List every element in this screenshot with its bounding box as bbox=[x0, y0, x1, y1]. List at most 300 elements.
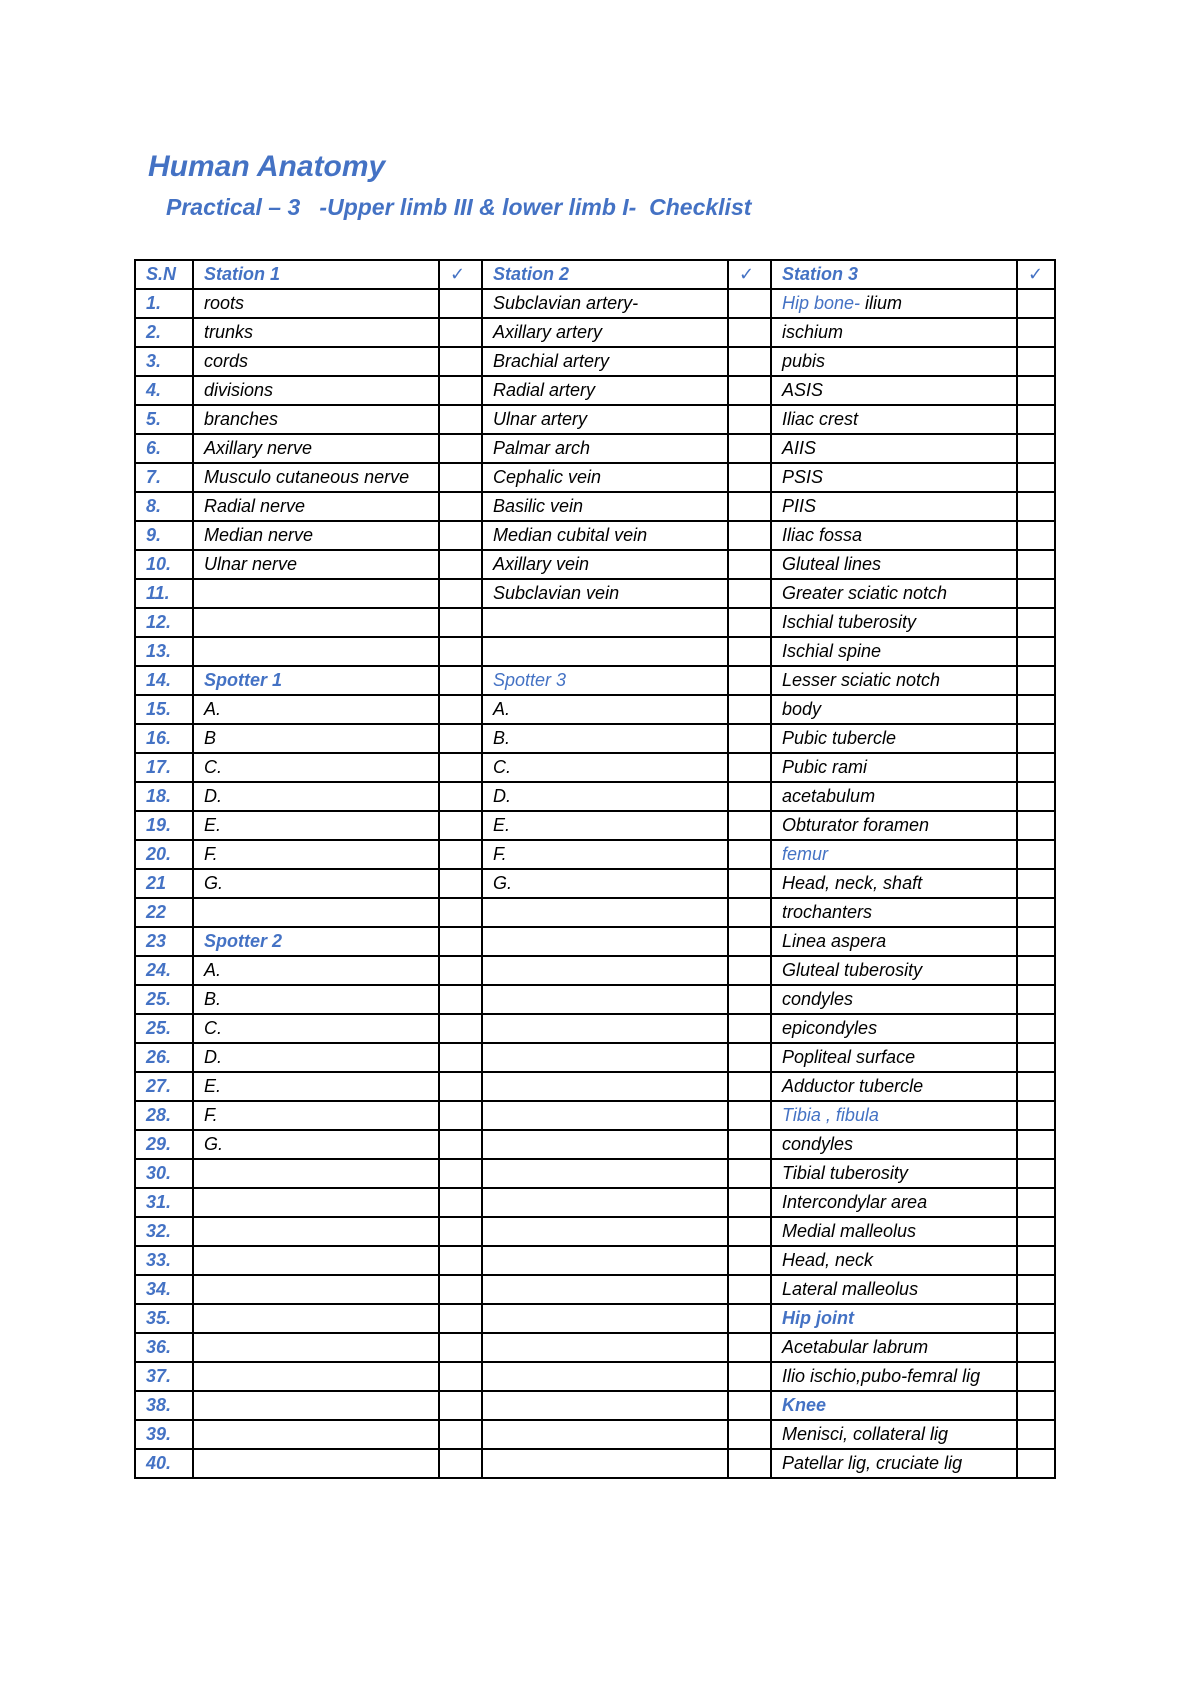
table-row bbox=[135, 956, 1055, 985]
station-1-item: B bbox=[193, 724, 439, 753]
check-box-station-3 bbox=[1017, 347, 1055, 376]
table-row bbox=[135, 1362, 1055, 1391]
station-2-item bbox=[482, 1275, 728, 1304]
station-2-item bbox=[482, 1420, 728, 1449]
station-2-item: Subclavian artery- bbox=[482, 289, 728, 318]
row-number: 1. bbox=[135, 289, 193, 318]
station-3-item: Head, neck bbox=[771, 1246, 1017, 1275]
row-number: 16. bbox=[135, 724, 193, 753]
station-1-item bbox=[193, 1217, 439, 1246]
check-box-station-3 bbox=[1017, 753, 1055, 782]
check-box-station-1 bbox=[439, 898, 482, 927]
check-mark-icon: ✓ bbox=[1028, 264, 1044, 284]
station-3-item: Ilio ischio,pubo-femral lig bbox=[771, 1362, 1017, 1391]
check-mark-icon: ✓ bbox=[739, 264, 755, 284]
station-2-item bbox=[482, 956, 728, 985]
station-2-item bbox=[482, 1304, 728, 1333]
station-3-item: PSIS bbox=[771, 463, 1017, 492]
check-box-station-2 bbox=[728, 956, 771, 985]
station-2-item bbox=[482, 1043, 728, 1072]
check-box-station-1 bbox=[439, 1304, 482, 1333]
table-row bbox=[135, 550, 1055, 579]
row-number: 31. bbox=[135, 1188, 193, 1217]
station-1-item bbox=[193, 579, 439, 608]
row-number: 24. bbox=[135, 956, 193, 985]
station-3-item: Pubic rami bbox=[771, 753, 1017, 782]
check-box-station-3 bbox=[1017, 1072, 1055, 1101]
check-box-station-3 bbox=[1017, 1014, 1055, 1043]
header-station-1: Station 1 bbox=[193, 260, 439, 289]
row-number: 19. bbox=[135, 811, 193, 840]
station-2-item: F. bbox=[482, 840, 728, 869]
row-number: 34. bbox=[135, 1275, 193, 1304]
station-1-item bbox=[193, 1391, 439, 1420]
station-1-item: C. bbox=[193, 1014, 439, 1043]
table-row bbox=[135, 1101, 1055, 1130]
check-box-station-3 bbox=[1017, 405, 1055, 434]
document-title: Human Anatomy bbox=[148, 150, 386, 183]
station-3-item: trochanters bbox=[771, 898, 1017, 927]
table-header-row bbox=[135, 260, 1055, 289]
check-box-station-1 bbox=[439, 782, 482, 811]
check-box-station-1 bbox=[439, 405, 482, 434]
check-box-station-1 bbox=[439, 434, 482, 463]
station-3-item: Tibial tuberosity bbox=[771, 1159, 1017, 1188]
station-2-item bbox=[482, 637, 728, 666]
table-row bbox=[135, 1188, 1055, 1217]
station-2-item: Ulnar artery bbox=[482, 405, 728, 434]
station-1-item: F. bbox=[193, 1101, 439, 1130]
row-number: 30. bbox=[135, 1159, 193, 1188]
check-box-station-2 bbox=[728, 1101, 771, 1130]
check-box-station-2 bbox=[728, 782, 771, 811]
station-1-item bbox=[193, 1159, 439, 1188]
row-number: 37. bbox=[135, 1362, 193, 1391]
station-2-item bbox=[482, 1159, 728, 1188]
station-3-item: Linea aspera bbox=[771, 927, 1017, 956]
station-1-item bbox=[193, 1362, 439, 1391]
station-3-item: Greater sciatic notch bbox=[771, 579, 1017, 608]
row-number: 7. bbox=[135, 463, 193, 492]
check-box-station-3 bbox=[1017, 666, 1055, 695]
check-box-station-1 bbox=[439, 463, 482, 492]
row-number: 3. bbox=[135, 347, 193, 376]
table-row bbox=[135, 1014, 1055, 1043]
row-number: 9. bbox=[135, 521, 193, 550]
header-station-2: Station 2 bbox=[482, 260, 728, 289]
station-1-item: trunks bbox=[193, 318, 439, 347]
check-box-station-2 bbox=[728, 318, 771, 347]
check-box-station-2 bbox=[728, 637, 771, 666]
row-number: 25. bbox=[135, 985, 193, 1014]
checklist-table bbox=[134, 259, 1056, 1479]
station-2-item bbox=[482, 608, 728, 637]
table-row bbox=[135, 782, 1055, 811]
station-1-item: E. bbox=[193, 811, 439, 840]
row-number: 2. bbox=[135, 318, 193, 347]
table-row bbox=[135, 927, 1055, 956]
row-number: 39. bbox=[135, 1420, 193, 1449]
station-3-item: epicondyles bbox=[771, 1014, 1017, 1043]
table-row bbox=[135, 1391, 1055, 1420]
check-box-station-3 bbox=[1017, 376, 1055, 405]
header-sn: S.N bbox=[135, 260, 193, 289]
check-box-station-2 bbox=[728, 579, 771, 608]
check-box-station-1 bbox=[439, 608, 482, 637]
row-number: 14. bbox=[135, 666, 193, 695]
check-box-station-2 bbox=[728, 1043, 771, 1072]
check-box-station-1 bbox=[439, 1188, 482, 1217]
row-number: 20. bbox=[135, 840, 193, 869]
check-box-station-3 bbox=[1017, 1130, 1055, 1159]
check-box-station-2 bbox=[728, 1391, 771, 1420]
station-3-item: Head, neck, shaft bbox=[771, 869, 1017, 898]
station-3-item: Popliteal surface bbox=[771, 1043, 1017, 1072]
row-number: 25. bbox=[135, 1014, 193, 1043]
table-row bbox=[135, 666, 1055, 695]
station-3-item: Pubic tubercle bbox=[771, 724, 1017, 753]
check-box-station-3 bbox=[1017, 985, 1055, 1014]
station-2-item: A. bbox=[482, 695, 728, 724]
check-box-station-2 bbox=[728, 1130, 771, 1159]
table-row bbox=[135, 1449, 1055, 1478]
station-1-item bbox=[193, 1304, 439, 1333]
table-row bbox=[135, 1043, 1055, 1072]
station-2-item: Axillary vein bbox=[482, 550, 728, 579]
station-1-item bbox=[193, 1449, 439, 1478]
station-1-item bbox=[193, 1275, 439, 1304]
check-box-station-2 bbox=[728, 1333, 771, 1362]
station-2-item: Palmar arch bbox=[482, 434, 728, 463]
check-box-station-1 bbox=[439, 1043, 482, 1072]
check-box-station-1 bbox=[439, 521, 482, 550]
check-box-station-2 bbox=[728, 1246, 771, 1275]
station-2-item: Spotter 3 bbox=[482, 666, 728, 695]
row-number: 26. bbox=[135, 1043, 193, 1072]
row-number: 10. bbox=[135, 550, 193, 579]
check-box-station-3 bbox=[1017, 1362, 1055, 1391]
row-number: 35. bbox=[135, 1304, 193, 1333]
check-box-station-1 bbox=[439, 1362, 482, 1391]
station-1-item: A. bbox=[193, 956, 439, 985]
check-box-station-2 bbox=[728, 898, 771, 927]
row-number: 28. bbox=[135, 1101, 193, 1130]
row-number: 23 bbox=[135, 927, 193, 956]
station-2-item: Axillary artery bbox=[482, 318, 728, 347]
check-box-station-3 bbox=[1017, 1043, 1055, 1072]
check-box-station-2 bbox=[728, 1217, 771, 1246]
table-row bbox=[135, 347, 1055, 376]
check-box-station-3 bbox=[1017, 782, 1055, 811]
station-3-item: Lateral malleolus bbox=[771, 1275, 1017, 1304]
row-number: 40. bbox=[135, 1449, 193, 1478]
check-box-station-1 bbox=[439, 347, 482, 376]
station-3-item: AIIS bbox=[771, 434, 1017, 463]
check-box-station-1 bbox=[439, 1246, 482, 1275]
check-box-station-1 bbox=[439, 695, 482, 724]
check-box-station-1 bbox=[439, 1072, 482, 1101]
check-box-station-3 bbox=[1017, 579, 1055, 608]
station-2-item: G. bbox=[482, 869, 728, 898]
station-1-item bbox=[193, 898, 439, 927]
station-3-item: ASIS bbox=[771, 376, 1017, 405]
table-row bbox=[135, 898, 1055, 927]
station-3-item: Medial malleolus bbox=[771, 1217, 1017, 1246]
station-1-item bbox=[193, 1420, 439, 1449]
station-3-item: condyles bbox=[771, 985, 1017, 1014]
station-1-item: D. bbox=[193, 782, 439, 811]
table-row bbox=[135, 1130, 1055, 1159]
check-box-station-1 bbox=[439, 724, 482, 753]
station-2-item bbox=[482, 1188, 728, 1217]
station-1-item: C. bbox=[193, 753, 439, 782]
table-row bbox=[135, 1420, 1055, 1449]
check-box-station-3 bbox=[1017, 1246, 1055, 1275]
check-mark-icon: ✓ bbox=[450, 264, 466, 284]
check-box-station-3 bbox=[1017, 463, 1055, 492]
station-1-item: A. bbox=[193, 695, 439, 724]
check-box-station-3 bbox=[1017, 695, 1055, 724]
check-box-station-3 bbox=[1017, 927, 1055, 956]
check-box-station-2 bbox=[728, 608, 771, 637]
row-number: 17. bbox=[135, 753, 193, 782]
station-1-item: branches bbox=[193, 405, 439, 434]
check-box-station-3 bbox=[1017, 550, 1055, 579]
check-box-station-3 bbox=[1017, 1217, 1055, 1246]
station-2-item: Basilic vein bbox=[482, 492, 728, 521]
station-1-item: F. bbox=[193, 840, 439, 869]
check-box-station-2 bbox=[728, 869, 771, 898]
check-box-station-3 bbox=[1017, 318, 1055, 347]
check-box-station-1 bbox=[439, 550, 482, 579]
row-number: 6. bbox=[135, 434, 193, 463]
check-box-station-2 bbox=[728, 1362, 771, 1391]
station-2-item bbox=[482, 985, 728, 1014]
check-box-station-2 bbox=[728, 492, 771, 521]
check-box-station-1 bbox=[439, 1159, 482, 1188]
station-1-item: Spotter 2 bbox=[193, 927, 439, 956]
check-box-station-2 bbox=[728, 1188, 771, 1217]
check-box-station-3 bbox=[1017, 492, 1055, 521]
check-box-station-2 bbox=[728, 289, 771, 318]
station-3-item: Iliac fossa bbox=[771, 521, 1017, 550]
station-1-item: Axillary nerve bbox=[193, 434, 439, 463]
check-box-station-2 bbox=[728, 405, 771, 434]
station-1-item: Spotter 1 bbox=[193, 666, 439, 695]
row-number: 22 bbox=[135, 898, 193, 927]
row-number: 29. bbox=[135, 1130, 193, 1159]
header-check-1 bbox=[439, 260, 482, 289]
check-box-station-3 bbox=[1017, 811, 1055, 840]
check-box-station-1 bbox=[439, 927, 482, 956]
station-2-item bbox=[482, 1130, 728, 1159]
check-box-station-3 bbox=[1017, 840, 1055, 869]
check-box-station-1 bbox=[439, 811, 482, 840]
check-box-station-3 bbox=[1017, 898, 1055, 927]
check-box-station-3 bbox=[1017, 608, 1055, 637]
check-box-station-2 bbox=[728, 1449, 771, 1478]
station-2-item bbox=[482, 1333, 728, 1362]
row-number: 27. bbox=[135, 1072, 193, 1101]
table-row bbox=[135, 521, 1055, 550]
station-2-item: E. bbox=[482, 811, 728, 840]
check-box-station-1 bbox=[439, 840, 482, 869]
check-box-station-2 bbox=[728, 753, 771, 782]
check-box-station-2 bbox=[728, 521, 771, 550]
table-row bbox=[135, 376, 1055, 405]
check-box-station-1 bbox=[439, 1391, 482, 1420]
station-1-item: D. bbox=[193, 1043, 439, 1072]
station-2-item bbox=[482, 1391, 728, 1420]
check-box-station-3 bbox=[1017, 1391, 1055, 1420]
station-3-item: PIIS bbox=[771, 492, 1017, 521]
check-box-station-1 bbox=[439, 289, 482, 318]
row-number: 33. bbox=[135, 1246, 193, 1275]
check-box-station-1 bbox=[439, 376, 482, 405]
station-3-item: Obturator foramen bbox=[771, 811, 1017, 840]
table-row bbox=[135, 579, 1055, 608]
station-3-item: Gluteal lines bbox=[771, 550, 1017, 579]
header-check-2 bbox=[728, 260, 771, 289]
check-box-station-1 bbox=[439, 318, 482, 347]
table-row bbox=[135, 1159, 1055, 1188]
check-box-station-2 bbox=[728, 1072, 771, 1101]
table-row bbox=[135, 1275, 1055, 1304]
check-box-station-2 bbox=[728, 985, 771, 1014]
table-row bbox=[135, 724, 1055, 753]
check-box-station-2 bbox=[728, 927, 771, 956]
station-3-item: Lesser sciatic notch bbox=[771, 666, 1017, 695]
check-box-station-3 bbox=[1017, 434, 1055, 463]
station-3-item: Menisci, collateral lig bbox=[771, 1420, 1017, 1449]
station-3-item: Ischial spine bbox=[771, 637, 1017, 666]
check-box-station-2 bbox=[728, 1304, 771, 1333]
table-row bbox=[135, 637, 1055, 666]
table-row bbox=[135, 753, 1055, 782]
row-number: 4. bbox=[135, 376, 193, 405]
row-number: 13. bbox=[135, 637, 193, 666]
check-box-station-3 bbox=[1017, 869, 1055, 898]
check-box-station-2 bbox=[728, 840, 771, 869]
station-3-item: Adductor tubercle bbox=[771, 1072, 1017, 1101]
check-box-station-2 bbox=[728, 434, 771, 463]
header-check-3 bbox=[1017, 260, 1055, 289]
station-2-item: D. bbox=[482, 782, 728, 811]
table-row bbox=[135, 840, 1055, 869]
row-number: 5. bbox=[135, 405, 193, 434]
station-1-item bbox=[193, 637, 439, 666]
row-number: 32. bbox=[135, 1217, 193, 1246]
station-2-item bbox=[482, 1362, 728, 1391]
document-subtitle: Practical – 3 -Upper limb III & lower limb I- Checklist bbox=[166, 194, 752, 220]
row-number: 12. bbox=[135, 608, 193, 637]
station-2-item bbox=[482, 1449, 728, 1478]
check-box-station-1 bbox=[439, 1014, 482, 1043]
table-row bbox=[135, 289, 1055, 318]
row-number: 36. bbox=[135, 1333, 193, 1362]
table-row bbox=[135, 695, 1055, 724]
row-number: 11. bbox=[135, 579, 193, 608]
header-station-3: Station 3 bbox=[771, 260, 1017, 289]
row-number: 21 bbox=[135, 869, 193, 898]
table-row bbox=[135, 1217, 1055, 1246]
station-3-item: Tibia , fibula bbox=[771, 1101, 1017, 1130]
station-1-item: roots bbox=[193, 289, 439, 318]
station-2-item: Median cubital vein bbox=[482, 521, 728, 550]
table-row bbox=[135, 1246, 1055, 1275]
check-box-station-3 bbox=[1017, 637, 1055, 666]
station-3-item: Patellar lig, cruciate lig bbox=[771, 1449, 1017, 1478]
check-box-station-3 bbox=[1017, 724, 1055, 753]
check-box-station-2 bbox=[728, 1014, 771, 1043]
station-1-item: B. bbox=[193, 985, 439, 1014]
station-2-item: B. bbox=[482, 724, 728, 753]
check-box-station-1 bbox=[439, 666, 482, 695]
station-1-item: divisions bbox=[193, 376, 439, 405]
check-box-station-1 bbox=[439, 637, 482, 666]
station-3-item: Acetabular labrum bbox=[771, 1333, 1017, 1362]
check-box-station-2 bbox=[728, 811, 771, 840]
station-2-item bbox=[482, 927, 728, 956]
check-box-station-3 bbox=[1017, 956, 1055, 985]
table-row bbox=[135, 463, 1055, 492]
check-box-station-1 bbox=[439, 1449, 482, 1478]
station-1-item: G. bbox=[193, 1130, 439, 1159]
table-row bbox=[135, 608, 1055, 637]
table-row bbox=[135, 492, 1055, 521]
table-row bbox=[135, 811, 1055, 840]
check-box-station-2 bbox=[728, 1420, 771, 1449]
station-3-item: acetabulum bbox=[771, 782, 1017, 811]
check-box-station-2 bbox=[728, 666, 771, 695]
check-box-station-1 bbox=[439, 1130, 482, 1159]
station-3-item: Ischial tuberosity bbox=[771, 608, 1017, 637]
station-2-item bbox=[482, 898, 728, 927]
station-1-item: Radial nerve bbox=[193, 492, 439, 521]
check-box-station-2 bbox=[728, 463, 771, 492]
station-2-item bbox=[482, 1014, 728, 1043]
station-3-item: condyles bbox=[771, 1130, 1017, 1159]
check-box-station-3 bbox=[1017, 289, 1055, 318]
station-1-item: G. bbox=[193, 869, 439, 898]
table-row bbox=[135, 985, 1055, 1014]
check-box-station-3 bbox=[1017, 521, 1055, 550]
station-3-item: Gluteal tuberosity bbox=[771, 956, 1017, 985]
check-box-station-2 bbox=[728, 1159, 771, 1188]
check-box-station-1 bbox=[439, 985, 482, 1014]
station-2-item: Subclavian vein bbox=[482, 579, 728, 608]
station-3-item-text: ilium bbox=[860, 293, 903, 313]
check-box-station-1 bbox=[439, 1275, 482, 1304]
station-1-item bbox=[193, 608, 439, 637]
check-box-station-2 bbox=[728, 724, 771, 753]
station-3-item: Intercondylar area bbox=[771, 1188, 1017, 1217]
check-box-station-1 bbox=[439, 956, 482, 985]
row-number: 8. bbox=[135, 492, 193, 521]
table-row bbox=[135, 318, 1055, 347]
check-box-station-1 bbox=[439, 869, 482, 898]
station-2-item: Brachial artery bbox=[482, 347, 728, 376]
check-box-station-1 bbox=[439, 1101, 482, 1130]
check-box-station-2 bbox=[728, 695, 771, 724]
station-3-item bbox=[771, 289, 1017, 318]
station-1-item: cords bbox=[193, 347, 439, 376]
table-row bbox=[135, 405, 1055, 434]
station-3-item: ischium bbox=[771, 318, 1017, 347]
check-box-station-1 bbox=[439, 1420, 482, 1449]
station-3-group-label: Hip bone- bbox=[782, 293, 861, 313]
station-2-item bbox=[482, 1246, 728, 1275]
